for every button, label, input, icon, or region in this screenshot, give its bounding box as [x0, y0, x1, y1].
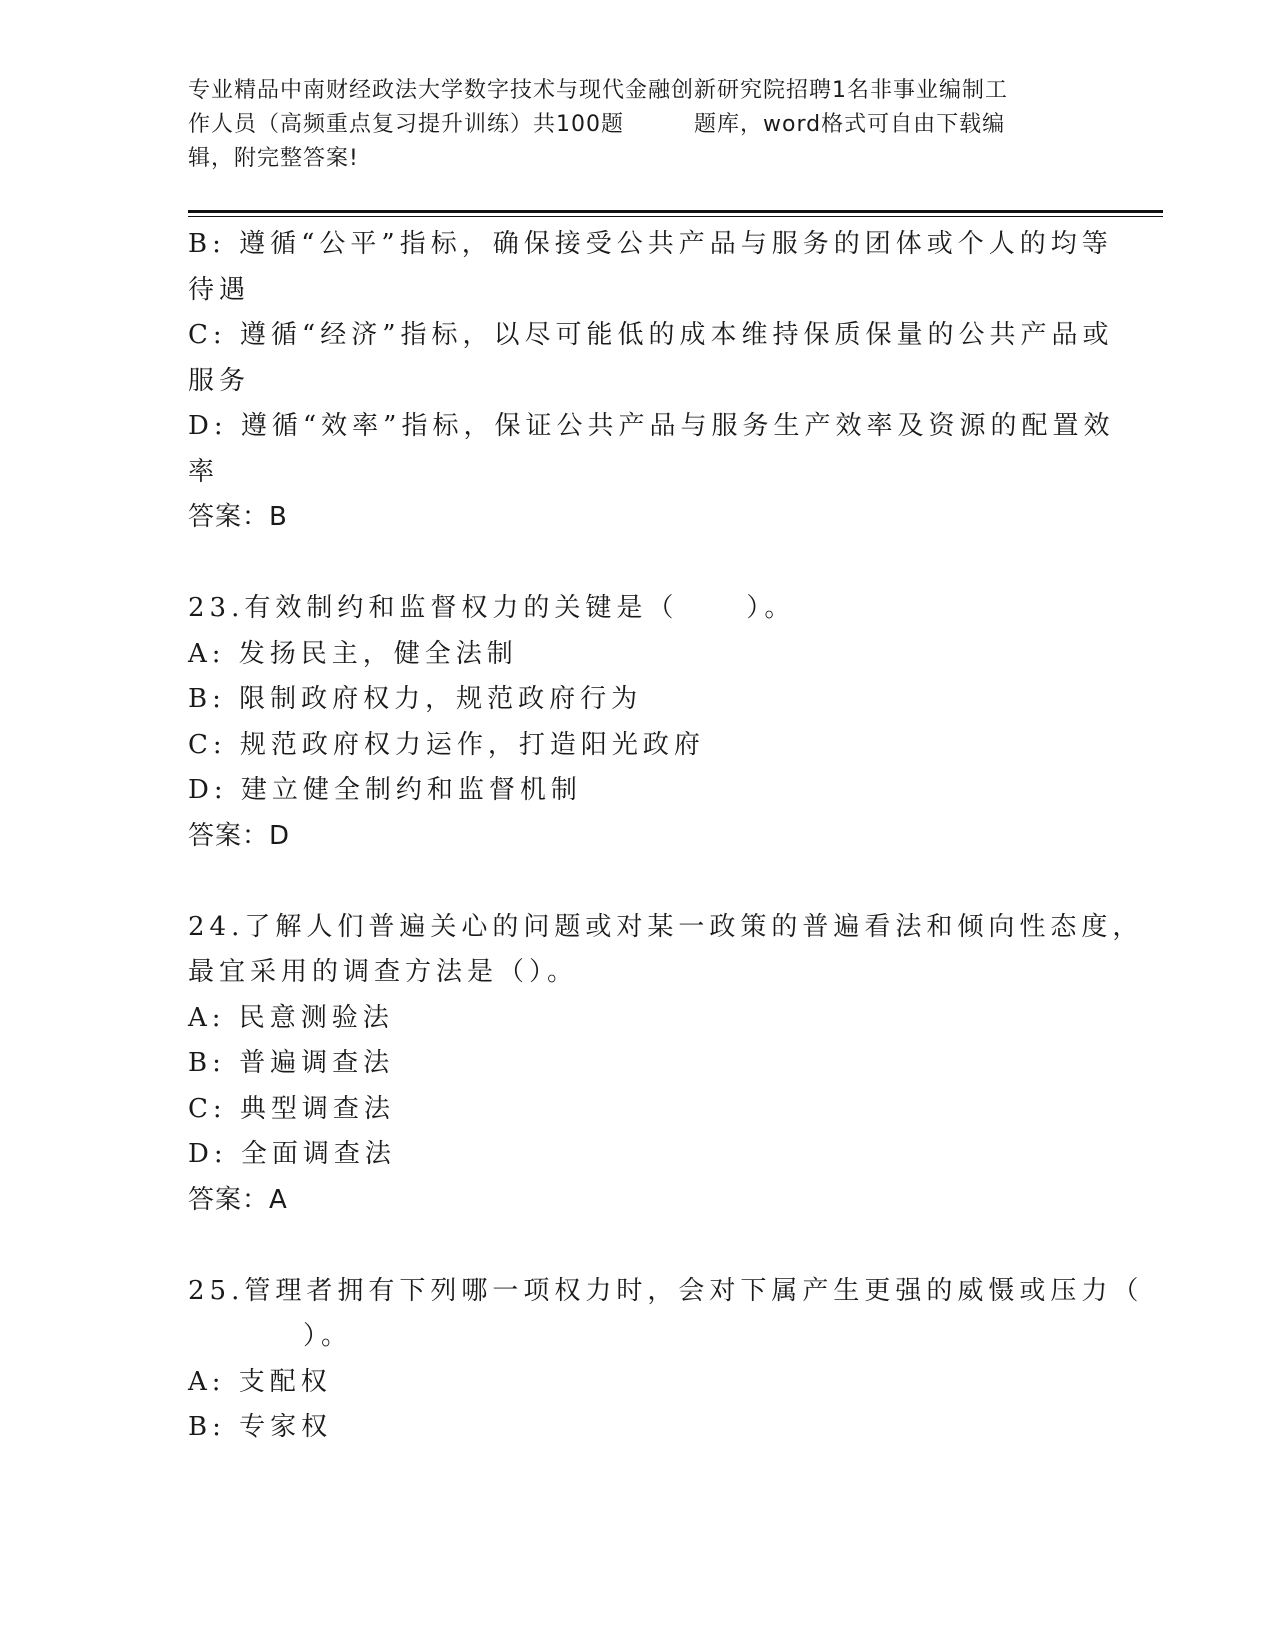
question-text-end: ）。 — [746, 593, 796, 623]
option-a: A: 发扬民主，健全法制 — [188, 638, 518, 669]
option-d: D: 建立健全制约和监督机制 — [188, 775, 582, 805]
question-text-start: 23.有效制约和监督权力的关键是（ — [188, 593, 679, 623]
option-b: B: 普遍调查法 — [188, 1048, 395, 1078]
question-24 — [188, 905, 1144, 1224]
header-line-2-part-2: 题库，word格式可自由下载编 — [694, 112, 1006, 137]
header-divider-thick — [188, 210, 1163, 213]
header-line-1: 专业精品中南财经政法大学数字技术与现代金融创新研究院招聘1名非事业编制工 — [188, 78, 1008, 103]
question-text-line-1: 24.了解人们普遍关心的问题或对某一政策的普遍看法和倾向性态度， — [188, 911, 1144, 942]
document-body — [188, 222, 1144, 1451]
document-header — [188, 74, 1088, 176]
option-b: B: 限制政府权力，规范政府行为 — [188, 684, 643, 714]
header-divider-thin — [188, 216, 1163, 217]
spacer — [188, 541, 1088, 587]
question-text-line-2: 最宜采用的调查方法是（）。 — [188, 957, 579, 987]
option-b-line-1: B: 遵循“公平”指标，确保接受公共产品与服务的团体或个人的均等 — [188, 229, 1113, 259]
question-text — [188, 586, 1088, 632]
answer-line: 答案：B — [188, 502, 288, 532]
option-c-line-1: C: 遵循“经济”指标，以尽可能低的成本维持保质保量的公共产品或 — [188, 320, 1114, 350]
spacer — [188, 1223, 1088, 1269]
question-text-line-2 — [188, 1314, 1088, 1360]
option-b: B: 专家权 — [188, 1412, 333, 1442]
answer-line: 答案：D — [188, 820, 291, 851]
question-22-continuation — [188, 222, 1115, 541]
question-text-line-1: 25.管理者拥有下列哪一项权力时，会对下属产生更强的威慑或压力（ — [188, 1275, 1144, 1306]
question-23 — [188, 586, 1088, 859]
header-line-2-part-1: 作人员（高频重点复习提升训练）共100题 — [188, 112, 624, 137]
option-c-line-2: 服务 — [188, 365, 251, 396]
option-a: A: 民意测验法 — [188, 1002, 394, 1033]
option-d-line-2: 率 — [188, 456, 220, 487]
option-d: D: 全面调查法 — [188, 1139, 396, 1169]
option-c: C: 典型调查法 — [188, 1093, 395, 1124]
option-d-line-1: D: 遵循“效率”指标，保证公共产品与服务生产效率及资源的配置效 — [188, 411, 1115, 441]
option-b-line-2: 待遇 — [188, 274, 251, 305]
header-line-2 — [188, 108, 1088, 142]
option-c: C: 规范政府权力运作，打造阳光政府 — [188, 729, 705, 760]
option-a: A: 支配权 — [188, 1366, 332, 1397]
question-25 — [188, 1269, 1144, 1451]
spacer — [188, 859, 1088, 905]
header-line-3: 辑，附完整答案! — [188, 146, 359, 171]
question-text-end: ）。 — [303, 1321, 353, 1351]
answer-line: 答案：A — [188, 1184, 288, 1215]
